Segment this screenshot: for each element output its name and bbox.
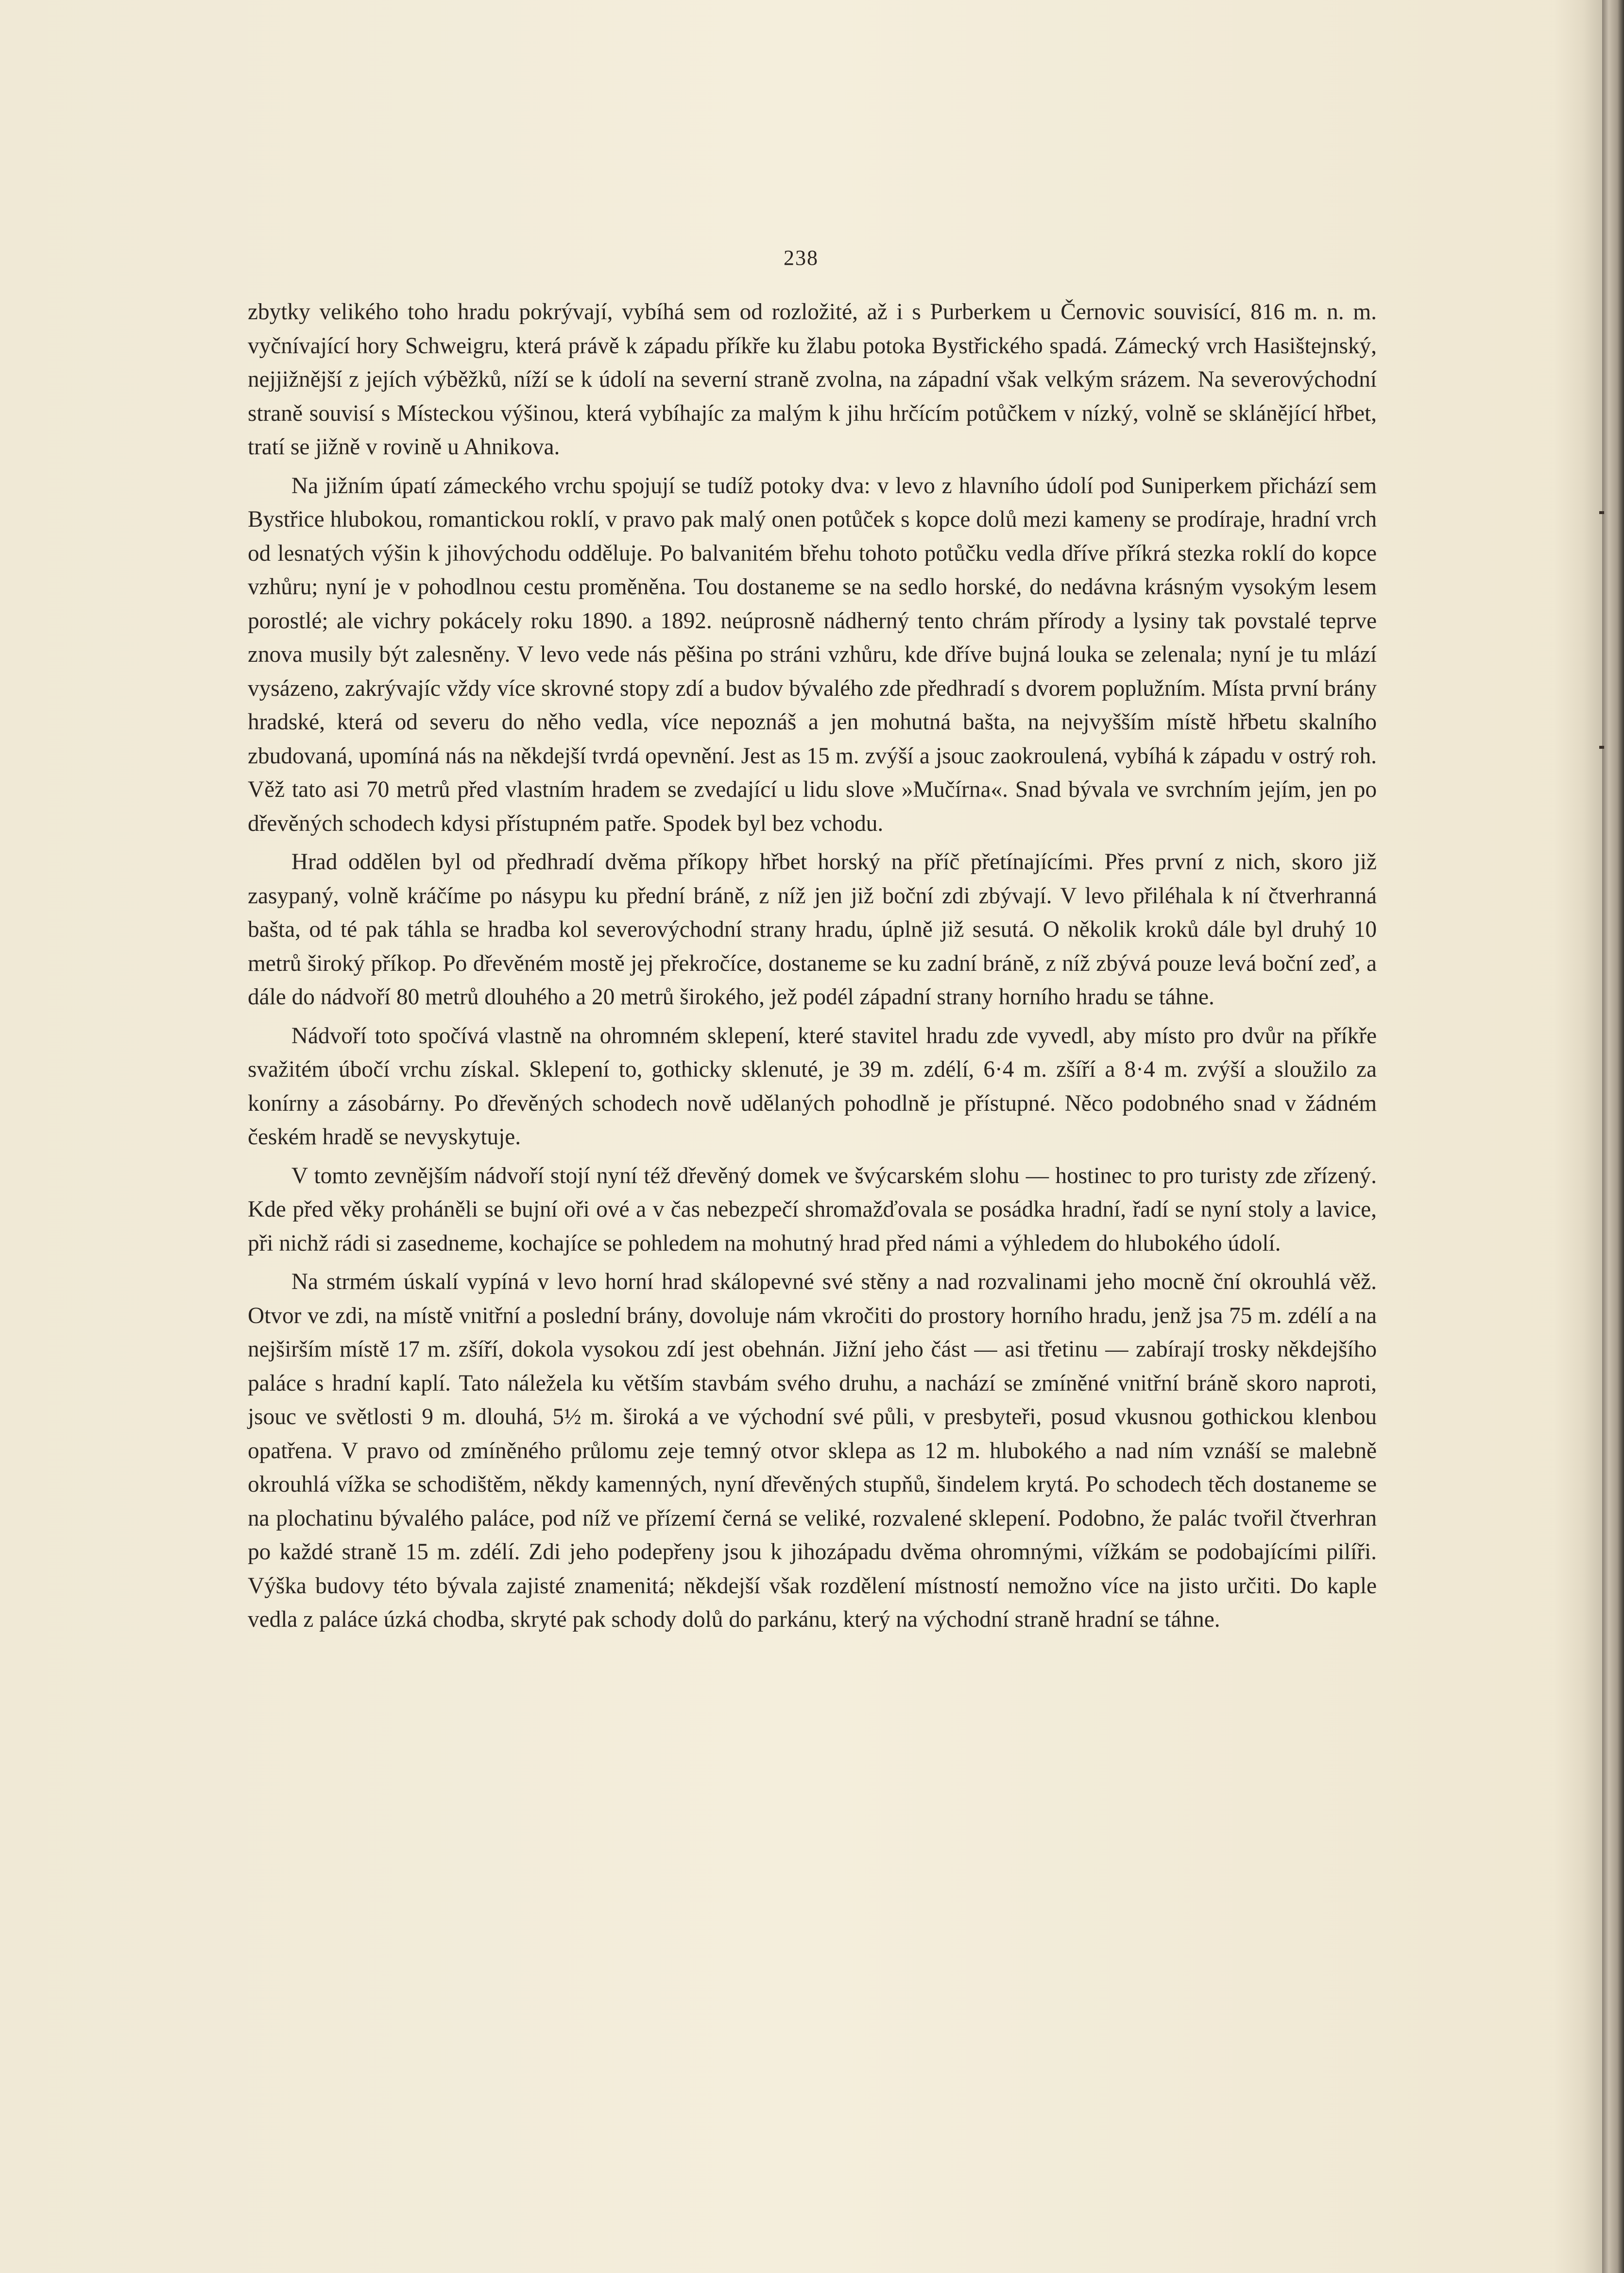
- edge-mark: [1599, 511, 1604, 514]
- paragraph: V tomto zevnějším nádvoří stojí nyní též dřevěný domek ve švýcarském slohu — hostinec to pro turisty zde zřízený. Kde před věky proháněli se bujní oři ové a v čas nebezpečí shromažďovala se posádka hradní, řadí se nyní stoly a lavice, při nichž rádi si zasedneme, kochajíce se pohledem na mohutný hrad před námi a výhledem do hlubokého údolí.: [248, 1163, 1377, 1256]
- paragraph: Hrad oddělen byl od předhradí dvěma příkopy hřbet horský na příč přetínajícími. Přes první z nich, skoro již zasypaný, volně kráčíme po násypu ku přední bráně, z níž jen již boční zdi zbývají. V levo přiléhala k ní čtverhranná bašta, od té pak táhla se hradba kol severovýchodní strany hradu, úplně již sesutá. O několik kroků dále byl druhý 10 metrů široký příkop. Po dřevěném mostě jej překročíce, dostaneme se ku zadní bráně, z níž zbývá pouze levá boční zeď, a dále do nádvoří 80 metrů dlouhého a 20 metrů širokého, jež podél západní strany horního hradu se táhne.: [248, 849, 1377, 1010]
- book-edge: [1602, 0, 1624, 2273]
- paragraph: Na jižním úpatí zámeckého vrchu spojují se tudíž potoky dva: v levo z hlavního údolí pod Suniperkem přichází sem Bystřice hlubokou, romantickou roklí, v pravo pak malý onen potůček s kopce dolů mezi kameny se prodíraje, hradní vrch od lesnatých výšin k jihovýchodu odděluje. Po balvanitém břehu tohoto potůčku vedla dříve příkrá stezka roklí do kopce vzhůru; nyní je v pohodlnou cestu proměněna. Tou dostaneme se na sedlo horské, do nedávna krásným vysokým lesem porostlé; ale vichry pokácely roku 1890. a 1892. neúprosně nádherný tento chrám přírody a lysiny tak povstalé teprve znova musily být zalesněny. V levo vede nás pěšina po stráni vzhůru, kde dříve bujná louka se zelenala; nyní je tu mlází vysázeno, zakrývajíc vždy více skrovné stopy zdí a budov bývalého zde předhradí s dvorem poplužním. Místa první brány hradské, která od severu do něho vedla, více nepoznáš a jen mohutná bašta, na nejvyšším místě hřbetu skalního zbudovaná, upomíná nás na někdejší tvrdá opevnění. Jest as 15 m. zvýší a jsouc zaokroulená, vybíhá k západu v ostrý roh. Věž tato asi 70 metrů před vlastním hradem se zvedající u lidu slove »Mučírna«. Snad bývala ve svrchním jejím, jen po dřevěných schodech kdysi přístupném patře. Spodek byl bez vchodu.: [248, 473, 1377, 836]
- body-text: [248, 295, 1377, 1637]
- page-number: 238: [784, 246, 819, 270]
- paragraph: zbytky velikého toho hradu pokrývají, vybíhá sem od rozložité, až i s Purberkem u Černovic souvisící, 816 m. n. m. vyčnívající hory Schweigru, která právě k západu příkře ku žlabu potoka Bystřického spadá. Zámecký vrch Hasištejnský, nejjižnější z jejích výběžků, níží se k údolí na severní straně zvolna, na západní však velkým srázem. Na severovýchodní straně souvisí s Místeckou výšinou, která vybíhajíc za malým k jihu hrčícím potůčkem v nízký, volně se sklánějící hřbet, tratí se jižně v rovině u Ahnikova.: [248, 299, 1377, 460]
- edge-mark: [1599, 746, 1604, 749]
- paragraph: Na strmém úskalí vypíná v levo horní hrad skálopevné své stěny a nad rozvalinami jeho mocně ční okrouhlá věž. Otvor ve zdi, na místě vnitřní a poslední brány, dovoluje nám vkročiti do prostory horního hradu, jenž jsa 75 m. zdélí a na nejširším místě 17 m. zšíří, dokola vysokou zdí jest obehnán. Jižní jeho část — asi třetinu — zabírají trosky někdejšího paláce s hradní kaplí. Tato náležela ku větším stavbám svého druhu, a nachází se zmíněné vnitřní bráně skoro naproti, jsouc ve světlosti 9 m. dlouhá, 5½ m. široká a ve východní své půli, v presbyteři, posud vkusnou gothickou klenbou opatřena. V pravo od zmíněného průlomu zeje temný otvor sklepa as 12 m. hlubokého a nad ním vznáší se malebně okrouhlá vížka se schodištěm, někdy kamenných, nyní dřevěných stupňů, šindelem krytá. Po schodech těch dostaneme se na plochatinu bývalého paláce, pod níž ve přízemí černá se veliké, rozvalené sklepení. Podobno, že palác tvořil čtverhran po každé straně 15 m. zdélí. Zdi jeho podepřeny jsou k jihozápadu dvěma ohromnými, vížkám se podobajícími pilíři. Výška budovy této bývala zajisté znamenitá; někdejší však rozdělení místností nemožno více na jisto určiti. Do kaple vedla z paláce úzká chodba, skryté pak schody dolů do parkánu, který na východní straně hradní se táhne.: [248, 1269, 1377, 1632]
- page-fold-shadow: [1555, 0, 1602, 2273]
- paragraph: Nádvoří toto spočívá vlastně na ohromném sklepení, které stavitel hradu zde vyvedl, aby místo pro dvůr na příkře svažitém úbočí vrchu získal. Sklepení to, gothicky sklenuté, je 39 m. zdélí, 6·4 m. zšíří a 8·4 m. zvýší a sloužilo za konírny a zásobárny. Po dřevěných schodech nově udělaných pohodlně je přístupné. Něco podobného snad v žádném českém hradě se nevyskytuje.: [248, 1023, 1377, 1150]
